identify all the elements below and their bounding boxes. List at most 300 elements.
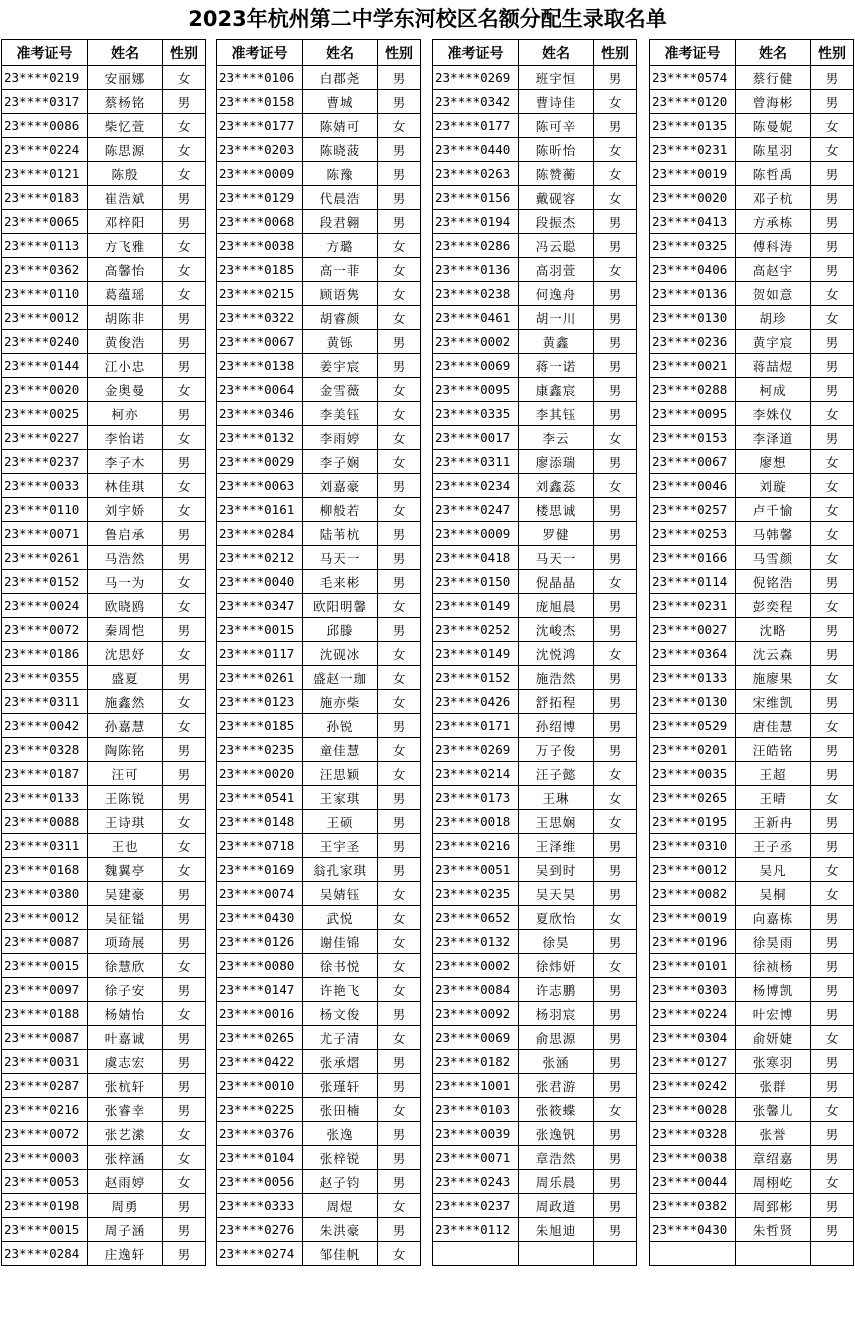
header-gender: 性别 bbox=[594, 40, 637, 66]
gender-cell: 男 bbox=[378, 1050, 421, 1074]
table-row bbox=[2, 1074, 206, 1098]
name-cell: 段振杰 bbox=[519, 210, 594, 234]
table-row bbox=[650, 210, 854, 234]
table-row bbox=[650, 738, 854, 762]
exam-id-cell: 23****0095 bbox=[650, 402, 736, 426]
gender-cell: 男 bbox=[594, 1218, 637, 1242]
exam-id-cell: 23****0017 bbox=[433, 426, 519, 450]
name-cell: 张杭轩 bbox=[88, 1074, 163, 1098]
table-row bbox=[433, 738, 637, 762]
gender-cell: 女 bbox=[594, 786, 637, 810]
exam-id-cell: 23****0269 bbox=[433, 66, 519, 90]
exam-id-cell: 23****0044 bbox=[650, 1170, 736, 1194]
exam-id-cell: 23****0031 bbox=[2, 1050, 88, 1074]
table-row bbox=[2, 882, 206, 906]
gender-cell: 男 bbox=[811, 1194, 854, 1218]
table-row bbox=[433, 978, 637, 1002]
table-row bbox=[650, 66, 854, 90]
name-cell: 汪思颖 bbox=[303, 762, 378, 786]
name-cell: 朱旭迪 bbox=[519, 1218, 594, 1242]
name-cell: 施浩然 bbox=[519, 666, 594, 690]
name-cell: 柳般若 bbox=[303, 498, 378, 522]
table-row bbox=[650, 162, 854, 186]
table-row bbox=[433, 834, 637, 858]
table-row bbox=[2, 522, 206, 546]
table-row bbox=[217, 1122, 421, 1146]
table-row bbox=[217, 210, 421, 234]
name-cell: 方承栋 bbox=[736, 210, 811, 234]
name-cell: 鲁启承 bbox=[88, 522, 163, 546]
gender-cell: 男 bbox=[594, 282, 637, 306]
gender-cell: 女 bbox=[163, 426, 206, 450]
name-cell: 张群 bbox=[736, 1074, 811, 1098]
name-cell: 虞志宏 bbox=[88, 1050, 163, 1074]
name-cell: 王新冉 bbox=[736, 810, 811, 834]
table-row bbox=[217, 306, 421, 330]
exam-id-cell: 23****0038 bbox=[217, 234, 303, 258]
name-cell: 倪铭浩 bbox=[736, 570, 811, 594]
gender-cell: 男 bbox=[378, 1074, 421, 1098]
name-cell: 杨文俊 bbox=[303, 1002, 378, 1026]
table-row bbox=[217, 858, 421, 882]
exam-id-cell: 23****0067 bbox=[650, 450, 736, 474]
table-row bbox=[217, 786, 421, 810]
exam-id-cell: 23****0064 bbox=[217, 378, 303, 402]
exam-id-cell: 23****0082 bbox=[650, 882, 736, 906]
exam-id-cell: 23****0150 bbox=[433, 570, 519, 594]
gender-cell: 女 bbox=[163, 642, 206, 666]
table-row bbox=[2, 402, 206, 426]
name-cell: 汪子懿 bbox=[519, 762, 594, 786]
table-row bbox=[433, 210, 637, 234]
table-row bbox=[217, 1050, 421, 1074]
table-row bbox=[2, 474, 206, 498]
gender-cell: 男 bbox=[378, 1170, 421, 1194]
header-exam-id: 准考证号 bbox=[2, 40, 88, 66]
gender-cell: 女 bbox=[163, 258, 206, 282]
gender-cell: 男 bbox=[378, 546, 421, 570]
name-cell: 蒋一诺 bbox=[519, 354, 594, 378]
name-cell: 王硕 bbox=[303, 810, 378, 834]
table-row bbox=[2, 690, 206, 714]
table-row bbox=[650, 1146, 854, 1170]
exam-id-cell: 23****0056 bbox=[217, 1170, 303, 1194]
gender-cell: 男 bbox=[163, 1194, 206, 1218]
exam-id-cell: 23****0015 bbox=[2, 1218, 88, 1242]
name-cell: 曾海彬 bbox=[736, 90, 811, 114]
table-row bbox=[650, 714, 854, 738]
gender-cell: 男 bbox=[378, 786, 421, 810]
name-cell: 江小忠 bbox=[88, 354, 163, 378]
table-row bbox=[217, 570, 421, 594]
exam-id-cell: 23****0195 bbox=[650, 810, 736, 834]
exam-id-cell: 23****0087 bbox=[2, 930, 88, 954]
exam-id-cell: 23****0002 bbox=[433, 330, 519, 354]
exam-id-cell: 23****0224 bbox=[650, 1002, 736, 1026]
exam-id-cell: 23****0322 bbox=[217, 306, 303, 330]
gender-cell: 男 bbox=[378, 834, 421, 858]
gender-cell: 女 bbox=[378, 882, 421, 906]
table-row bbox=[2, 786, 206, 810]
gender-cell: 男 bbox=[378, 1002, 421, 1026]
name-cell: 马浩然 bbox=[88, 546, 163, 570]
gender-cell: 女 bbox=[811, 474, 854, 498]
table-row bbox=[433, 882, 637, 906]
name-cell: 高馨怡 bbox=[88, 258, 163, 282]
table-row bbox=[650, 1098, 854, 1122]
name-cell: 王超 bbox=[736, 762, 811, 786]
gender-cell: 女 bbox=[378, 378, 421, 402]
exam-id-cell: 23****0132 bbox=[217, 426, 303, 450]
gender-cell: 男 bbox=[163, 738, 206, 762]
table-row bbox=[2, 642, 206, 666]
table-row bbox=[2, 138, 206, 162]
gender-cell: 女 bbox=[163, 714, 206, 738]
exam-id-cell bbox=[650, 1242, 736, 1266]
admission-table-2 bbox=[216, 39, 421, 1266]
name-cell: 毛来彬 bbox=[303, 570, 378, 594]
name-cell: 吴天昊 bbox=[519, 882, 594, 906]
name-cell: 秦周恺 bbox=[88, 618, 163, 642]
gender-cell: 男 bbox=[163, 402, 206, 426]
table-row bbox=[217, 1026, 421, 1050]
exam-id-cell: 23****0541 bbox=[217, 786, 303, 810]
exam-id-cell: 23****0430 bbox=[217, 906, 303, 930]
name-cell: 俞思源 bbox=[519, 1026, 594, 1050]
exam-id-cell: 23****0092 bbox=[433, 1002, 519, 1026]
name-cell: 徐书悦 bbox=[303, 954, 378, 978]
table-row bbox=[433, 618, 637, 642]
gender-cell: 男 bbox=[163, 906, 206, 930]
exam-id-cell: 23****0147 bbox=[217, 978, 303, 1002]
exam-id-cell: 23****0201 bbox=[650, 738, 736, 762]
gender-cell: 女 bbox=[378, 978, 421, 1002]
table-row bbox=[217, 1194, 421, 1218]
name-cell: 张田楠 bbox=[303, 1098, 378, 1122]
gender-cell: 女 bbox=[163, 114, 206, 138]
table-row bbox=[650, 234, 854, 258]
table-row bbox=[2, 1146, 206, 1170]
header-name: 姓名 bbox=[736, 40, 811, 66]
exam-id-cell: 23****0169 bbox=[217, 858, 303, 882]
table-row bbox=[2, 1242, 206, 1266]
name-cell: 沈思妤 bbox=[88, 642, 163, 666]
gender-cell: 女 bbox=[811, 714, 854, 738]
exam-id-cell: 23****0015 bbox=[217, 618, 303, 642]
name-cell: 陈哲禹 bbox=[736, 162, 811, 186]
exam-id-cell: 23****0088 bbox=[2, 810, 88, 834]
gender-cell: 女 bbox=[378, 306, 421, 330]
exam-id-cell: 23****0328 bbox=[650, 1122, 736, 1146]
name-cell: 王诗琪 bbox=[88, 810, 163, 834]
table-row bbox=[2, 618, 206, 642]
exam-id-cell: 23****0376 bbox=[217, 1122, 303, 1146]
name-cell: 陈晓菠 bbox=[303, 138, 378, 162]
name-cell: 王宇圣 bbox=[303, 834, 378, 858]
exam-id-cell: 23****0080 bbox=[217, 954, 303, 978]
gender-cell: 男 bbox=[378, 354, 421, 378]
name-cell: 段君翱 bbox=[303, 210, 378, 234]
name-cell: 周栩屹 bbox=[736, 1170, 811, 1194]
table-row bbox=[650, 570, 854, 594]
table-row bbox=[433, 714, 637, 738]
gender-cell: 男 bbox=[594, 354, 637, 378]
exam-id-cell: 23****0185 bbox=[217, 714, 303, 738]
name-cell: 武悦 bbox=[303, 906, 378, 930]
gender-cell: 男 bbox=[163, 1050, 206, 1074]
table-header-row bbox=[433, 40, 637, 66]
table-row bbox=[433, 642, 637, 666]
name-cell: 马雪颜 bbox=[736, 546, 811, 570]
table-row bbox=[433, 282, 637, 306]
name-cell bbox=[736, 1242, 811, 1266]
name-cell: 顾语隽 bbox=[303, 282, 378, 306]
gender-cell: 男 bbox=[811, 90, 854, 114]
exam-id-cell: 23****0135 bbox=[650, 114, 736, 138]
exam-id-cell: 23****0012 bbox=[2, 306, 88, 330]
name-cell: 王家琪 bbox=[303, 786, 378, 810]
gender-cell: 女 bbox=[378, 690, 421, 714]
name-cell: 张筱蝶 bbox=[519, 1098, 594, 1122]
name-cell: 马天一 bbox=[303, 546, 378, 570]
name-cell: 徐炜妍 bbox=[519, 954, 594, 978]
exam-id-cell: 23****0152 bbox=[2, 570, 88, 594]
table-row bbox=[2, 354, 206, 378]
exam-id-cell: 23****0198 bbox=[2, 1194, 88, 1218]
gender-cell: 女 bbox=[594, 906, 637, 930]
exam-id-cell: 23****0286 bbox=[433, 234, 519, 258]
table-row bbox=[433, 666, 637, 690]
table-row bbox=[2, 570, 206, 594]
table-row bbox=[2, 450, 206, 474]
exam-id-cell: 23****0461 bbox=[433, 306, 519, 330]
table-row bbox=[217, 258, 421, 282]
table-row bbox=[650, 1074, 854, 1098]
table-row bbox=[650, 114, 854, 138]
exam-id-cell: 23****0347 bbox=[217, 594, 303, 618]
exam-id-cell: 23****0110 bbox=[2, 498, 88, 522]
gender-cell: 女 bbox=[594, 138, 637, 162]
gender-cell: 男 bbox=[378, 210, 421, 234]
exam-id-cell: 23****0284 bbox=[217, 522, 303, 546]
gender-cell: 男 bbox=[378, 1218, 421, 1242]
gender-cell: 男 bbox=[811, 954, 854, 978]
exam-id-cell: 23****0130 bbox=[650, 306, 736, 330]
exam-id-cell: 23****0276 bbox=[217, 1218, 303, 1242]
gender-cell: 男 bbox=[811, 1122, 854, 1146]
table-row bbox=[650, 1122, 854, 1146]
gender-cell: 女 bbox=[811, 450, 854, 474]
name-cell: 柴忆萱 bbox=[88, 114, 163, 138]
gender-cell: 女 bbox=[163, 570, 206, 594]
name-cell: 杨博凯 bbox=[736, 978, 811, 1002]
exam-id-cell: 23****0235 bbox=[433, 882, 519, 906]
table-row bbox=[650, 354, 854, 378]
gender-cell: 男 bbox=[378, 810, 421, 834]
table-row bbox=[2, 834, 206, 858]
table-row bbox=[650, 186, 854, 210]
table-row bbox=[433, 258, 637, 282]
gender-cell: 男 bbox=[378, 570, 421, 594]
exam-id-cell: 23****0003 bbox=[2, 1146, 88, 1170]
gender-cell: 男 bbox=[163, 306, 206, 330]
gender-cell: 女 bbox=[378, 426, 421, 450]
exam-id-cell: 23****0252 bbox=[433, 618, 519, 642]
exam-id-cell: 23****0237 bbox=[433, 1194, 519, 1218]
gender-cell: 男 bbox=[163, 930, 206, 954]
gender-cell: 男 bbox=[594, 594, 637, 618]
exam-id-cell: 23****0126 bbox=[217, 930, 303, 954]
name-cell: 邹佳帆 bbox=[303, 1242, 378, 1266]
name-cell: 李其钰 bbox=[519, 402, 594, 426]
exam-id-cell: 23****0144 bbox=[2, 354, 88, 378]
name-cell: 盛赵一珈 bbox=[303, 666, 378, 690]
name-cell: 张睿幸 bbox=[88, 1098, 163, 1122]
gender-cell: 男 bbox=[594, 330, 637, 354]
name-cell: 蒋喆煜 bbox=[736, 354, 811, 378]
name-cell: 李子娴 bbox=[303, 450, 378, 474]
gender-cell: 女 bbox=[594, 162, 637, 186]
gender-cell: 女 bbox=[378, 642, 421, 666]
table-row bbox=[217, 522, 421, 546]
gender-cell: 男 bbox=[811, 1218, 854, 1242]
exam-id-cell: 23****0038 bbox=[650, 1146, 736, 1170]
exam-id-cell: 23****0261 bbox=[2, 546, 88, 570]
name-cell: 张梓锐 bbox=[303, 1146, 378, 1170]
name-cell: 庄逸轩 bbox=[88, 1242, 163, 1266]
gender-cell: 女 bbox=[163, 138, 206, 162]
table-row bbox=[433, 402, 637, 426]
header-exam-id: 准考证号 bbox=[650, 40, 736, 66]
name-cell: 汪可 bbox=[88, 762, 163, 786]
name-cell: 赵雨婷 bbox=[88, 1170, 163, 1194]
name-cell: 邓梓阳 bbox=[88, 210, 163, 234]
name-cell: 张梓涵 bbox=[88, 1146, 163, 1170]
exam-id-cell: 23****0138 bbox=[217, 354, 303, 378]
exam-id-cell: 23****0215 bbox=[217, 282, 303, 306]
gender-cell: 女 bbox=[811, 1026, 854, 1050]
name-cell: 欧晓鸥 bbox=[88, 594, 163, 618]
gender-cell: 女 bbox=[378, 282, 421, 306]
gender-cell: 男 bbox=[163, 618, 206, 642]
table-row bbox=[433, 1194, 637, 1218]
table-row bbox=[433, 498, 637, 522]
name-cell: 金奥曼 bbox=[88, 378, 163, 402]
exam-id-cell: 23****0177 bbox=[217, 114, 303, 138]
gender-cell: 女 bbox=[811, 882, 854, 906]
exam-id-cell: 23****0166 bbox=[650, 546, 736, 570]
exam-id-cell: 23****0009 bbox=[433, 522, 519, 546]
exam-id-cell: 23****1001 bbox=[433, 1074, 519, 1098]
exam-id-cell: 23****0225 bbox=[217, 1098, 303, 1122]
exam-id-cell: 23****0196 bbox=[650, 930, 736, 954]
gender-cell: 男 bbox=[594, 522, 637, 546]
gender-cell: 女 bbox=[163, 858, 206, 882]
name-cell: 王泽维 bbox=[519, 834, 594, 858]
name-cell: 罗健 bbox=[519, 522, 594, 546]
name-cell: 周子涵 bbox=[88, 1218, 163, 1242]
table-row bbox=[217, 618, 421, 642]
table-row bbox=[650, 690, 854, 714]
gender-cell: 男 bbox=[594, 378, 637, 402]
table-row bbox=[650, 546, 854, 570]
exam-id-cell: 23****0072 bbox=[2, 1122, 88, 1146]
exam-id-cell: 23****0153 bbox=[650, 426, 736, 450]
name-cell: 周郅彬 bbox=[736, 1194, 811, 1218]
gender-cell: 男 bbox=[378, 66, 421, 90]
table-row bbox=[433, 306, 637, 330]
table-row bbox=[2, 738, 206, 762]
exam-id-cell: 23****0010 bbox=[217, 1074, 303, 1098]
gender-cell: 女 bbox=[594, 954, 637, 978]
gender-cell: 男 bbox=[811, 642, 854, 666]
exam-id-cell: 23****0065 bbox=[2, 210, 88, 234]
exam-id-cell: 23****0149 bbox=[433, 594, 519, 618]
exam-id-cell: 23****0261 bbox=[217, 666, 303, 690]
gender-cell: 男 bbox=[378, 474, 421, 498]
table-row bbox=[217, 642, 421, 666]
gender-cell: 男 bbox=[378, 522, 421, 546]
exam-id-cell: 23****0009 bbox=[217, 162, 303, 186]
gender-cell: 女 bbox=[163, 1002, 206, 1026]
name-cell: 李子木 bbox=[88, 450, 163, 474]
admission-table-3 bbox=[432, 39, 637, 1266]
gender-cell: 女 bbox=[163, 954, 206, 978]
gender-cell: 男 bbox=[378, 858, 421, 882]
exam-id-cell: 23****0310 bbox=[650, 834, 736, 858]
gender-cell: 女 bbox=[594, 570, 637, 594]
name-cell: 林佳琪 bbox=[88, 474, 163, 498]
header-name: 姓名 bbox=[303, 40, 378, 66]
name-cell: 陶陈铭 bbox=[88, 738, 163, 762]
name-cell: 王晴 bbox=[736, 786, 811, 810]
gender-cell: 男 bbox=[594, 978, 637, 1002]
name-cell: 康鑫宸 bbox=[519, 378, 594, 402]
name-cell: 孙嘉慧 bbox=[88, 714, 163, 738]
table-row bbox=[2, 306, 206, 330]
gender-cell: 男 bbox=[163, 1026, 206, 1050]
table-row bbox=[2, 546, 206, 570]
table-row bbox=[2, 1194, 206, 1218]
name-cell: 张承熠 bbox=[303, 1050, 378, 1074]
table-row bbox=[2, 186, 206, 210]
name-cell: 张瑾轩 bbox=[303, 1074, 378, 1098]
table-row bbox=[650, 378, 854, 402]
table-row bbox=[2, 1218, 206, 1242]
name-cell: 高羽萱 bbox=[519, 258, 594, 282]
exam-id-cell: 23****0242 bbox=[650, 1074, 736, 1098]
exam-id-cell: 23****0067 bbox=[217, 330, 303, 354]
gender-cell: 女 bbox=[378, 1026, 421, 1050]
gender-cell: 男 bbox=[811, 1050, 854, 1074]
exam-id-cell: 23****0422 bbox=[217, 1050, 303, 1074]
name-cell: 高一菲 bbox=[303, 258, 378, 282]
exam-id-cell: 23****0012 bbox=[650, 858, 736, 882]
exam-id-cell: 23****0418 bbox=[433, 546, 519, 570]
name-cell: 李泽道 bbox=[736, 426, 811, 450]
gender-cell: 女 bbox=[378, 1242, 421, 1266]
gender-cell: 女 bbox=[163, 162, 206, 186]
table-row bbox=[433, 186, 637, 210]
gender-cell: 男 bbox=[594, 306, 637, 330]
exam-id-cell: 23****0574 bbox=[650, 66, 736, 90]
name-cell: 刘嘉豪 bbox=[303, 474, 378, 498]
exam-id-cell: 23****0020 bbox=[650, 186, 736, 210]
table-row bbox=[2, 930, 206, 954]
exam-id-cell: 23****0426 bbox=[433, 690, 519, 714]
gender-cell: 男 bbox=[811, 66, 854, 90]
gender-cell: 男 bbox=[811, 186, 854, 210]
